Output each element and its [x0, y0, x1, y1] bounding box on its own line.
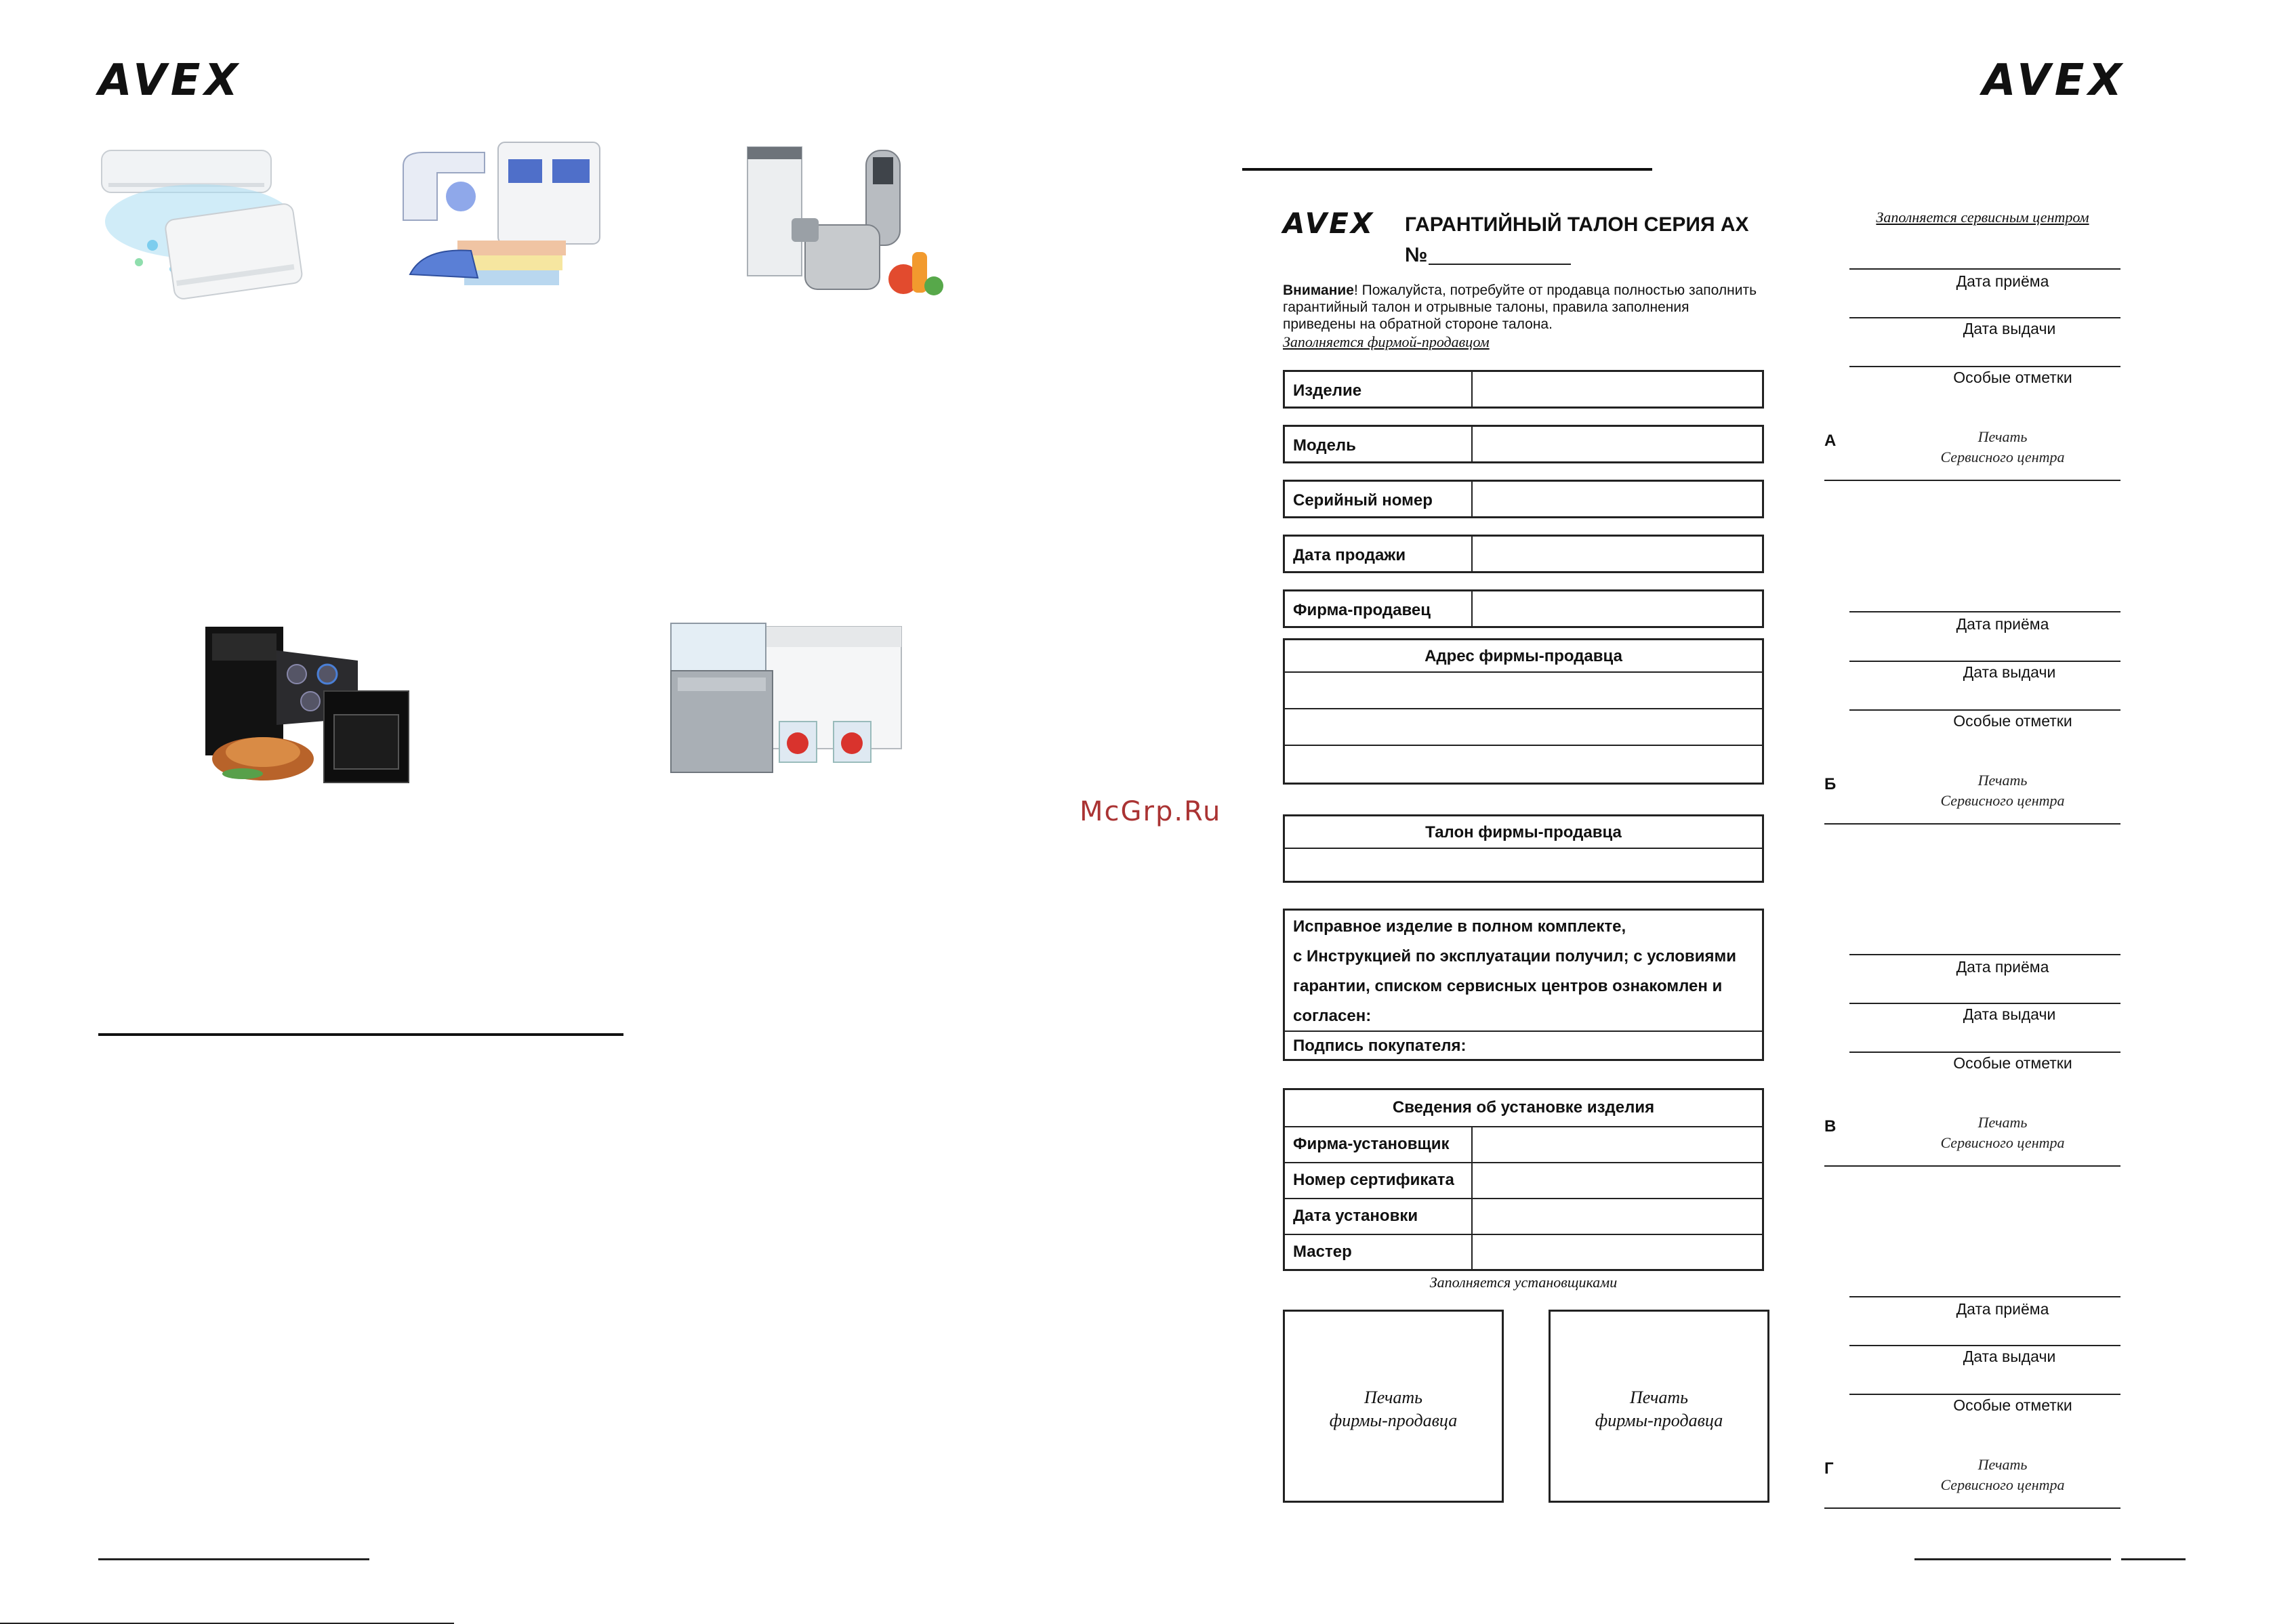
watermark: McGrp.Ru [1080, 796, 1222, 827]
service-line [1849, 661, 2120, 662]
row-line [1285, 745, 1762, 746]
coupon-number-label: № [1405, 244, 1428, 266]
field-serial-number[interactable] [1283, 480, 1764, 518]
installation-block[interactable] [1283, 1088, 1764, 1271]
coupon-title: ГАРАНТИЙНЫЙ ТАЛОН СЕРИЯ АХ [1405, 213, 1749, 236]
filled-by-seller: Заполняется фирмой-продавцом [1283, 333, 1490, 350]
cell-divider [1471, 537, 1473, 571]
service-section-letter: А [1824, 432, 1837, 450]
buyer-signature-label: Подпись покупателя: [1293, 1037, 1467, 1055]
seller-address-header: Адрес фирмы-продавца [1425, 647, 1622, 665]
right-top-line [1242, 168, 1652, 171]
row-line [1285, 848, 1762, 849]
service-line [1849, 1296, 2120, 1297]
service-line [1849, 954, 2120, 955]
chest-freezer-image [668, 620, 905, 783]
brand-logo-right: AVEX [1982, 56, 2126, 106]
acceptance-block[interactable] [1283, 909, 1764, 1061]
field-label: Дата продажи [1293, 546, 1406, 564]
service-date-in: Дата приёма [1956, 958, 2049, 976]
service-section-letter: Г [1824, 1459, 1834, 1478]
install-field-label: Мастер [1293, 1243, 1352, 1261]
install-field-label: Фирма-установщик [1293, 1135, 1450, 1153]
row-line [1285, 1126, 1762, 1127]
stamp-line2: Сервисного центра [1940, 1476, 2065, 1493]
seller-stamp-box-1 [1283, 1310, 1504, 1503]
service-notes: Особые отметки [1953, 1396, 2072, 1414]
cell-divider [1471, 372, 1473, 407]
cell-divider [1471, 1126, 1473, 1269]
install-field-label: Дата установки [1293, 1207, 1418, 1225]
service-date-in: Дата приёма [1956, 272, 2049, 290]
acceptance-line: Исправное изделие в полном комплекте, [1293, 917, 1626, 936]
field-label: Модель [1293, 436, 1356, 455]
service-line [1849, 611, 2120, 612]
service-date-out: Дата выдачи [1963, 663, 2056, 681]
row-line [1285, 1234, 1762, 1235]
service-date-in: Дата приёма [1956, 615, 2049, 633]
stamp-line1: Печать [1977, 1456, 2028, 1473]
field-label: Изделие [1293, 381, 1362, 400]
field-label: Фирма-продавец [1293, 601, 1431, 619]
stamp-line2: Сервисного центра [1940, 1134, 2065, 1151]
attention-text [1283, 282, 1757, 333]
seller-coupon-block[interactable] [1283, 814, 1764, 883]
stamp-line2: Сервисного центра [1940, 449, 2065, 465]
filled-by-installers: Заполняется установщиками [1429, 1274, 1618, 1291]
install-field-label: Номер сертификата [1293, 1171, 1454, 1189]
seller-stamp-box-2 [1549, 1310, 1769, 1503]
dishwasher-kitchen-appliances-image [744, 144, 947, 306]
right-footer-line-2 [2121, 1558, 2186, 1560]
cell-divider [1471, 482, 1473, 516]
air-conditioner-image [98, 144, 308, 299]
attention-line2: гарантийный талон и отрывные талоны, правила заполнения [1283, 299, 1689, 315]
service-line [1849, 317, 2120, 318]
row-line [1285, 671, 1762, 673]
service-section-letter: Б [1824, 775, 1837, 793]
row-line [1285, 1030, 1762, 1032]
service-notes: Особые отметки [1953, 369, 2072, 386]
stamp-line1: Печать [1977, 772, 2028, 789]
service-notes: Особые отметки [1953, 712, 2072, 730]
row-line [1285, 1198, 1762, 1199]
attention-line3: приведены на обратной стороне талона. [1283, 316, 1553, 332]
service-date-out: Дата выдачи [1963, 1348, 2056, 1365]
service-line [1849, 709, 2120, 711]
field-label: Серийный номер [1293, 491, 1433, 509]
acceptance-line: гарантии, списком сервисных центров ознакомлен и [1293, 977, 1723, 995]
stamp-line1: Печать [1977, 1114, 2028, 1131]
stamp-line2: Сервисного центра [1940, 792, 2065, 809]
stamp-line2: фирмы-продавца [1329, 1411, 1458, 1430]
seller-address-block[interactable] [1283, 638, 1764, 785]
service-notes: Особые отметки [1953, 1054, 2072, 1072]
service-line [1849, 268, 2120, 270]
stamp-label [1551, 1386, 1767, 1432]
acceptance-line: с Инструкцией по эксплуатации получил; с условиями [1293, 947, 1736, 965]
filled-by-service: Заполняется сервисным центром [1876, 209, 2089, 226]
field-sale-date[interactable] [1283, 535, 1764, 573]
stamp-line1: Печать [1977, 428, 2028, 445]
service-stamp-label [1860, 1455, 2145, 1495]
service-line [1849, 1003, 2120, 1004]
service-stamp-label [1860, 770, 2145, 811]
service-section-divider [1824, 823, 2120, 825]
field-model[interactable] [1283, 425, 1764, 463]
stamp-line1: Печать [1630, 1388, 1688, 1407]
service-stamp-label [1860, 1112, 2145, 1153]
row-line [1285, 1162, 1762, 1163]
service-line [1849, 1394, 2120, 1395]
service-line [1849, 366, 2120, 367]
service-date-out: Дата выдачи [1963, 1005, 2056, 1023]
attention-line1: ! Пожалуйста, потребуйте от продавца полностью заполнить [1353, 283, 1757, 298]
service-section-divider [1824, 1165, 2120, 1167]
stamp-line1: Печать [1364, 1388, 1422, 1407]
right-footer-line-1 [1914, 1558, 2111, 1560]
service-stamp-label [1860, 427, 2145, 467]
service-line [1849, 1052, 2120, 1053]
service-date-in: Дата приёма [1956, 1300, 2049, 1318]
attention-bold: Внимание [1283, 283, 1354, 298]
service-section-letter: В [1824, 1117, 1837, 1136]
sewing-washing-iron-image [396, 139, 613, 301]
service-section-divider [1824, 1507, 2120, 1509]
left-divider-line [98, 1033, 623, 1036]
field-seller-company[interactable] [1283, 589, 1764, 628]
acceptance-line: согласен: [1293, 1007, 1372, 1025]
stamp-line2: фирмы-продавца [1595, 1411, 1723, 1430]
row-line [1285, 708, 1762, 709]
installation-header: Сведения об установке изделия [1392, 1098, 1655, 1117]
stamp-label [1285, 1386, 1502, 1432]
cell-divider [1471, 591, 1473, 626]
hood-hob-oven-image [202, 623, 412, 786]
left-footer-line [98, 1558, 369, 1560]
seller-coupon-header: Талон фирмы-продавца [1425, 823, 1622, 841]
coupon-number-line [1429, 264, 1571, 265]
service-line [1849, 1345, 2120, 1346]
service-section-divider [1824, 480, 2120, 481]
service-date-out: Дата выдачи [1963, 320, 2056, 337]
cell-divider [1471, 427, 1473, 461]
coupon-brand-logo: AVEX [1283, 207, 1375, 240]
field-product[interactable] [1283, 370, 1764, 409]
brand-logo-left: AVEX [98, 56, 242, 106]
